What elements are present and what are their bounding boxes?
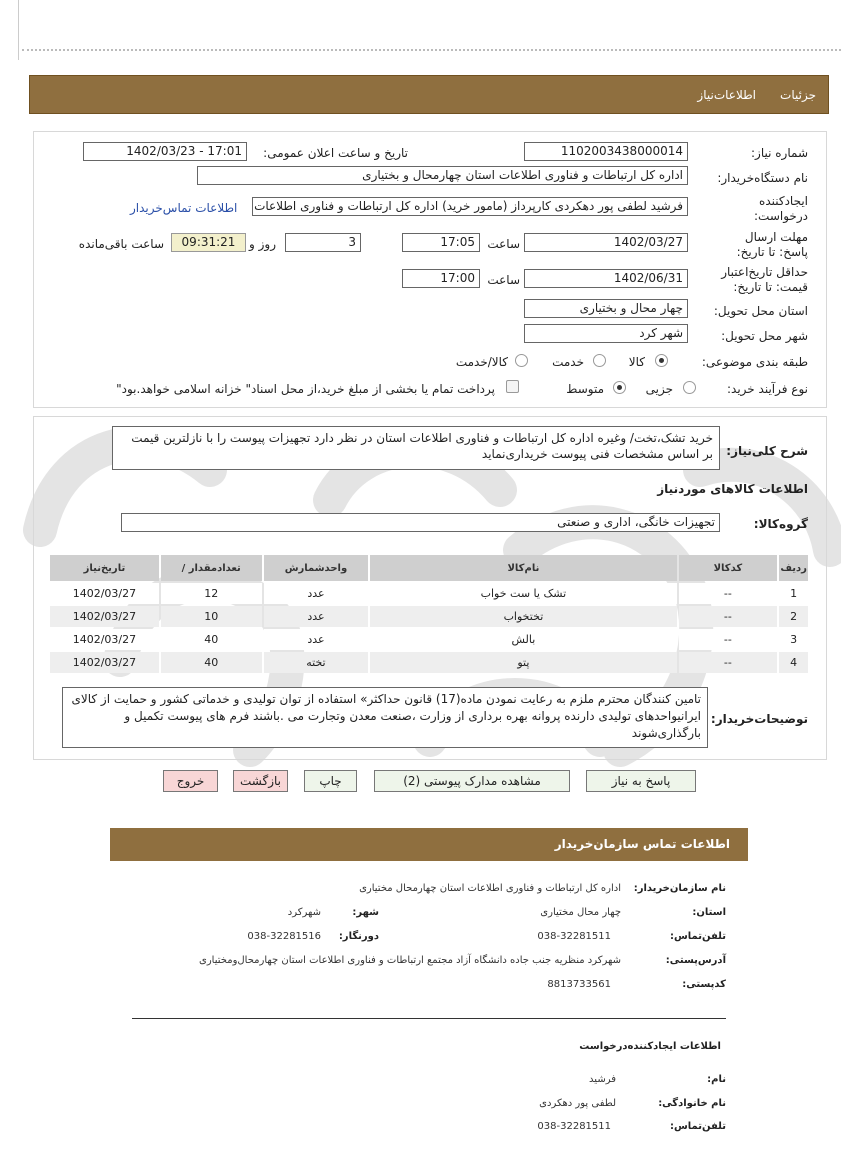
table-row xyxy=(50,629,808,650)
cell-date: 1402/03/27 xyxy=(50,583,159,604)
contact-phone: 038-32281511 xyxy=(537,931,611,942)
city-label: شهر محل تحویل: xyxy=(721,329,808,343)
col-qty: تعدادمقدار / xyxy=(161,555,262,581)
view-docs-button[interactable]: مشاهده مدارک پیوستی (2) xyxy=(374,770,570,792)
process-medium-radio[interactable] xyxy=(613,381,626,394)
cell-date: 1402/03/27 xyxy=(50,652,159,673)
cell-unit: تخته xyxy=(264,652,369,673)
cell-name: تختخواب xyxy=(370,606,676,627)
table-row xyxy=(50,606,808,627)
col-date: تاریخ‌نیاز xyxy=(50,555,159,581)
cell-date: 1402/03/27 xyxy=(50,606,159,627)
contact-address: شهرکرد منظریه جنب جاده دانشگاه آزاد مجتمع ارتباطات و فناوری اطلاعات استان چهارمحال‌ومختیاری xyxy=(199,955,621,966)
goods-group-label: گروه‌کالا: xyxy=(753,517,808,531)
creator-family: لطفی پور دهکردی xyxy=(539,1098,616,1109)
creator-name: فرشید xyxy=(589,1074,616,1085)
days-field: 3 xyxy=(285,233,361,252)
process-medium-label: متوسط xyxy=(566,382,604,396)
cell-code: -- xyxy=(679,606,778,627)
cell-code: -- xyxy=(679,583,778,604)
process-minor-label: جزیی xyxy=(645,382,673,396)
contact-postal-label: کدپستی: xyxy=(682,979,726,990)
cell-row: 3 xyxy=(779,629,808,650)
deadline-date-field: 1402/03/27 xyxy=(524,233,688,252)
tab-need-info[interactable]: اطلاعات‌نیاز xyxy=(697,88,756,102)
cell-qty: 10 xyxy=(161,606,262,627)
exit-button[interactable]: خروج xyxy=(163,770,218,792)
buyer-notes-label: توضیحات‌خریدار: xyxy=(710,712,808,726)
table-row xyxy=(50,652,808,673)
days-label: روز و xyxy=(249,237,276,251)
category-service-label: خدمت xyxy=(552,355,584,369)
requester-label: ایجادکننده درخواست: xyxy=(754,194,808,223)
treasury-payment-checkbox[interactable] xyxy=(506,380,519,393)
validity-time-label: ساعت xyxy=(487,273,520,287)
validity-time-field: 17:00 xyxy=(402,269,480,288)
contact-postal: 8813733561 xyxy=(547,979,611,990)
cell-unit: عدد xyxy=(264,629,369,650)
announce-field: 1402/03/23 - 17:01 xyxy=(83,142,247,161)
cell-row: 4 xyxy=(779,652,808,673)
category-goods-radio[interactable] xyxy=(655,354,668,367)
province-field: چهار محال و بختیاری xyxy=(524,299,688,318)
process-minor-radio[interactable] xyxy=(683,381,696,394)
goods-table xyxy=(48,553,810,675)
creator-name-label: نام: xyxy=(707,1074,726,1085)
cell-row: 2 xyxy=(779,606,808,627)
deadline-label: مهلت ارسال پاسخ: تا تاریخ: xyxy=(736,230,808,259)
contact-org-label: نام سازمان‌خریدار: xyxy=(633,883,726,894)
buyer-org-field: اداره کل ارتباطات و فناوری اطلاعات استان چهارمحال و بختیاری xyxy=(197,166,688,185)
contact-divider xyxy=(132,1018,726,1019)
contact-city: شهرکرد xyxy=(287,907,321,918)
contact-org: اداره کل ارتباطات و فناوری اطلاعات استان چهارمحال مختیاری xyxy=(359,883,621,894)
contact-fax-label: دورنگار: xyxy=(338,931,379,942)
remaining-label: ساعت باقی‌مانده xyxy=(78,237,164,251)
col-unit: واحدشمارش xyxy=(264,555,369,581)
contact-city-label: شهر: xyxy=(352,907,379,918)
city-field: شهر کرد xyxy=(524,324,688,343)
announce-label: تاریخ و ساعت اعلان عمومی: xyxy=(263,146,408,160)
cell-qty: 12 xyxy=(161,583,262,604)
print-button[interactable]: چاپ xyxy=(304,770,357,792)
cell-qty: 40 xyxy=(161,652,262,673)
buyer-contact-link[interactable]: اطلاعات تماس‌خریدار xyxy=(130,201,238,215)
buyer-org-label: نام دستگاه‌خریدار: xyxy=(717,171,808,185)
goods-group-field: تجهیزات خانگی، اداری و صنعتی xyxy=(121,513,720,532)
col-code: کدکالا xyxy=(679,555,778,581)
back-button[interactable]: بازگشت xyxy=(233,770,288,792)
category-goods-service-label: کالا/خدمت xyxy=(455,355,508,369)
creator-phone: 038-32281511 xyxy=(537,1121,611,1132)
table-row xyxy=(50,583,808,604)
buyer-notes-text: تامین کنندگان محترم ملزم به رعایت نمودن ماده(17) قانون حداکثر» استفاده از توان تولیدی و خدماتی کشور و حمایت از کالای ایرانیواحدهای تولیدی دارنده پروانه بهره برداری از وزارت ،صنعت معدن وتجارت می .باشند فرم های پیوست تکمیل و بارگذاری‌شوند xyxy=(62,687,708,748)
cell-name: پتو xyxy=(370,652,676,673)
category-service-radio[interactable] xyxy=(593,354,606,367)
tab-details[interactable]: جزئیات xyxy=(780,88,816,102)
contact-header: اطلاعات تماس سازمان‌خریدار xyxy=(110,828,748,861)
requester-field: فرشید لطفی پور دهکردی کارپرداز (مامور خرید) اداره کل ارتباطات و فناوری اطلاعات xyxy=(252,197,688,216)
cell-row: 1 xyxy=(779,583,808,604)
creator-family-label: نام خانوادگی: xyxy=(658,1098,726,1109)
contact-fax: 038-32281516 xyxy=(247,931,321,942)
goods-info-title: اطلاعات کالاهای موردنیاز xyxy=(657,482,808,496)
cell-code: -- xyxy=(679,652,778,673)
cell-unit: عدد xyxy=(264,606,369,627)
need-number-label: شماره نیاز: xyxy=(751,146,808,160)
top-nav-bar xyxy=(29,75,829,114)
cell-qty: 40 xyxy=(161,629,262,650)
creator-phone-label: تلفن‌تماس: xyxy=(669,1121,726,1132)
col-row: ردیف xyxy=(779,555,808,581)
cell-name: تشک یا ست خواب xyxy=(370,583,676,604)
category-label: طبقه بندی موضوعی: xyxy=(701,355,808,369)
creator-title: اطلاعات ایجادکننده‌درخواست xyxy=(579,1041,721,1052)
contact-province: چهار محال مختیاری xyxy=(540,907,621,918)
validity-date-field: 1402/06/31 xyxy=(524,269,688,288)
contact-address-label: آدرس‌پستی: xyxy=(665,955,726,966)
summary-text: خرید تشک،تخت/ وغیره اداره کل ارتباطات و فناوری اطلاعات استان در نظر دارد تجهیزات پیوست را با نازلترین قیمت بر اساس مشخصات فنی پیوست خریداری‌نماید xyxy=(112,426,720,470)
deadline-time-field: 17:05 xyxy=(402,233,480,252)
category-goods-label: کالا xyxy=(628,355,645,369)
province-label: استان محل تحویل: xyxy=(713,304,808,318)
need-number-field: 1102003438000014 xyxy=(524,142,688,161)
category-goods-service-radio[interactable] xyxy=(515,354,528,367)
col-name: نام‌کالا xyxy=(370,555,676,581)
remaining-time-field: 09:31:21 xyxy=(171,233,246,252)
cell-code: -- xyxy=(679,629,778,650)
summary-label: شرح کلی‌نیاز: xyxy=(726,444,808,458)
cell-name: بالش xyxy=(370,629,676,650)
contact-phone-label: تلفن‌تماس: xyxy=(669,931,726,942)
contact-province-label: استان: xyxy=(692,907,726,918)
process-label: نوع فرآیند خرید: xyxy=(727,382,808,396)
cell-unit: عدد xyxy=(264,583,369,604)
validity-label: حداقل تاریخ‌اعتبار قیمت: تا تاریخ: xyxy=(721,265,808,294)
reply-button[interactable]: پاسخ به نیاز xyxy=(586,770,696,792)
deadline-time-label: ساعت xyxy=(487,237,520,251)
treasury-payment-label: پرداخت تمام یا بخشی از مبلغ خرید،از محل اسناد" خزانه اسلامی خواهد.بود" xyxy=(116,382,495,396)
cell-date: 1402/03/27 xyxy=(50,629,159,650)
